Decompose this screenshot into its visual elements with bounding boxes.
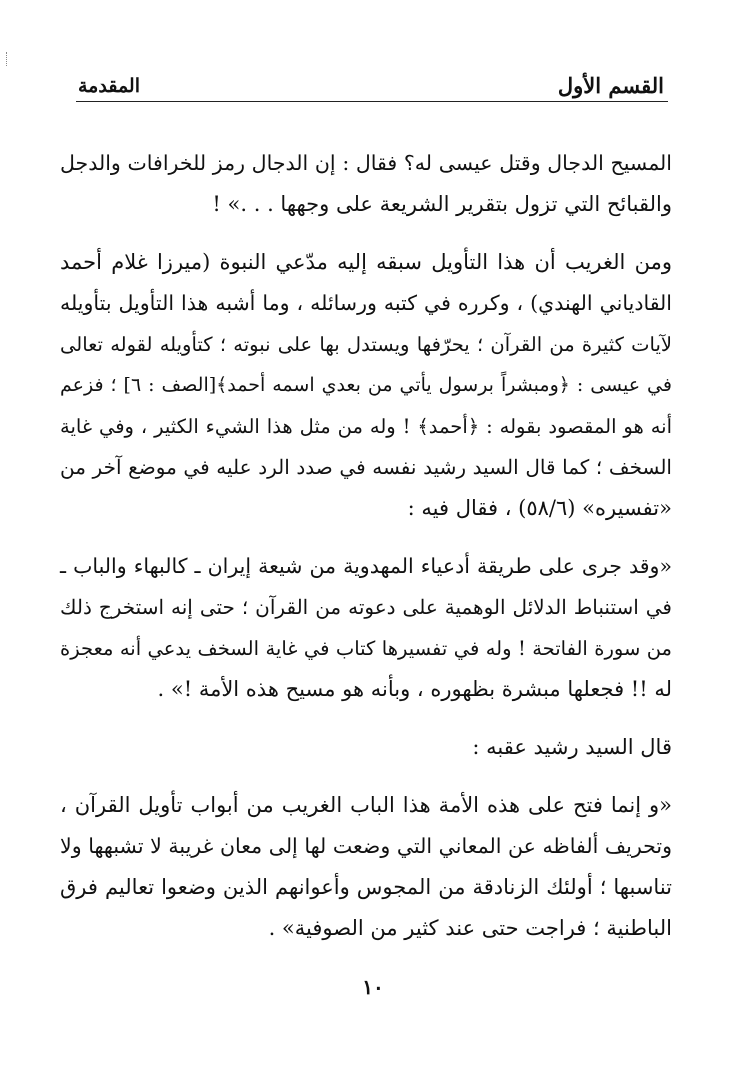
text-line: من سورة الفاتحة ! وله في تفسيرها كتاب في غاية السخف يدعي أنه معجزة xyxy=(60,637,672,660)
paragraph-2 xyxy=(60,242,672,529)
text-line: القادياني الهندي) ، وكرره في كتبه ورسائله ، وما أشبه هذا التأويل بتأويله xyxy=(60,291,672,315)
text-line: في عيسى : ﴿ومبشراً برسول يأتي من بعدي اسمه أحمد﴾[الصف : ٦] ؛ فزعم xyxy=(60,374,672,396)
paragraph-3-quote xyxy=(60,546,672,710)
header-section-title: القسم الأول xyxy=(557,73,664,98)
text-line: له !! فجعلها مبشرة بظهوره ، وبأنه هو مسيح هذه الأمة !» . xyxy=(157,677,672,701)
paragraph-4 xyxy=(60,727,672,768)
paragraph-5-quote xyxy=(60,785,672,949)
text-line: قال السيد رشيد عقبه : xyxy=(472,735,672,759)
scan-margin-mark xyxy=(6,52,9,66)
text-line: المسيح الدجال وقتل عيسى له؟ فقال : إن الدجال رمز للخرافات والدجل xyxy=(60,151,672,175)
text-line: ومن الغريب أن هذا التأويل سبقه إليه مدّعي النبوة (ميرزا غلام أحمد xyxy=(60,250,672,274)
text-line: «و إنما فتح على هذه الأمة هذا الباب الغريب من أبواب تأويل القرآن ، xyxy=(60,793,672,817)
text-line: «تفسيره» (٥٨/٦) ، فقال فيه : xyxy=(407,496,672,520)
text-line: «وقد جرى على طريقة أدعياء المهدوية من شيعة إيران ـ كالبهاء والباب ـ xyxy=(60,554,672,578)
header-chapter-title: المقدمة xyxy=(78,75,141,97)
running-header xyxy=(72,70,668,102)
text-line: السخف ؛ كما قال السيد رشيد نفسه في صدد الرد عليه في موضع آخر من xyxy=(60,455,672,479)
text-line: في استنباط الدلائل الوهمية على دعوته من القرآن ؛ حتى إنه استخرج ذلك xyxy=(60,595,672,619)
body-text xyxy=(60,143,672,966)
text-line: أنه هو المقصود بقوله : ﴿أحمد﴾ ! وله من مثل هذا الشيء الكثير ، وفي غاية xyxy=(60,415,672,438)
text-line: الباطنية ؛ فراجت حتى عند كثير من الصوفية» . xyxy=(268,916,672,940)
text-line: والقبائح التي تزول بتقرير الشريعة على وجهها . . .» ! xyxy=(212,192,672,216)
paragraph-1 xyxy=(60,143,672,225)
text-line: وتحريف ألفاظه عن المعاني التي وضعت لها إلى معان غريبة لا تشبهها ولا xyxy=(60,834,672,858)
page-number: ١٠ xyxy=(362,975,384,999)
header-rule xyxy=(76,101,668,102)
text-line: تناسبها ؛ أولئك الزنادقة من المجوس وأعوانهم الذين وضعوا تعاليم فرق xyxy=(60,875,672,899)
text-line: لآيات كثيرة من القرآن ؛ يحرّفها ويستدل بها على نبوته ؛ كتأويله لقوله تعالى xyxy=(60,333,672,356)
